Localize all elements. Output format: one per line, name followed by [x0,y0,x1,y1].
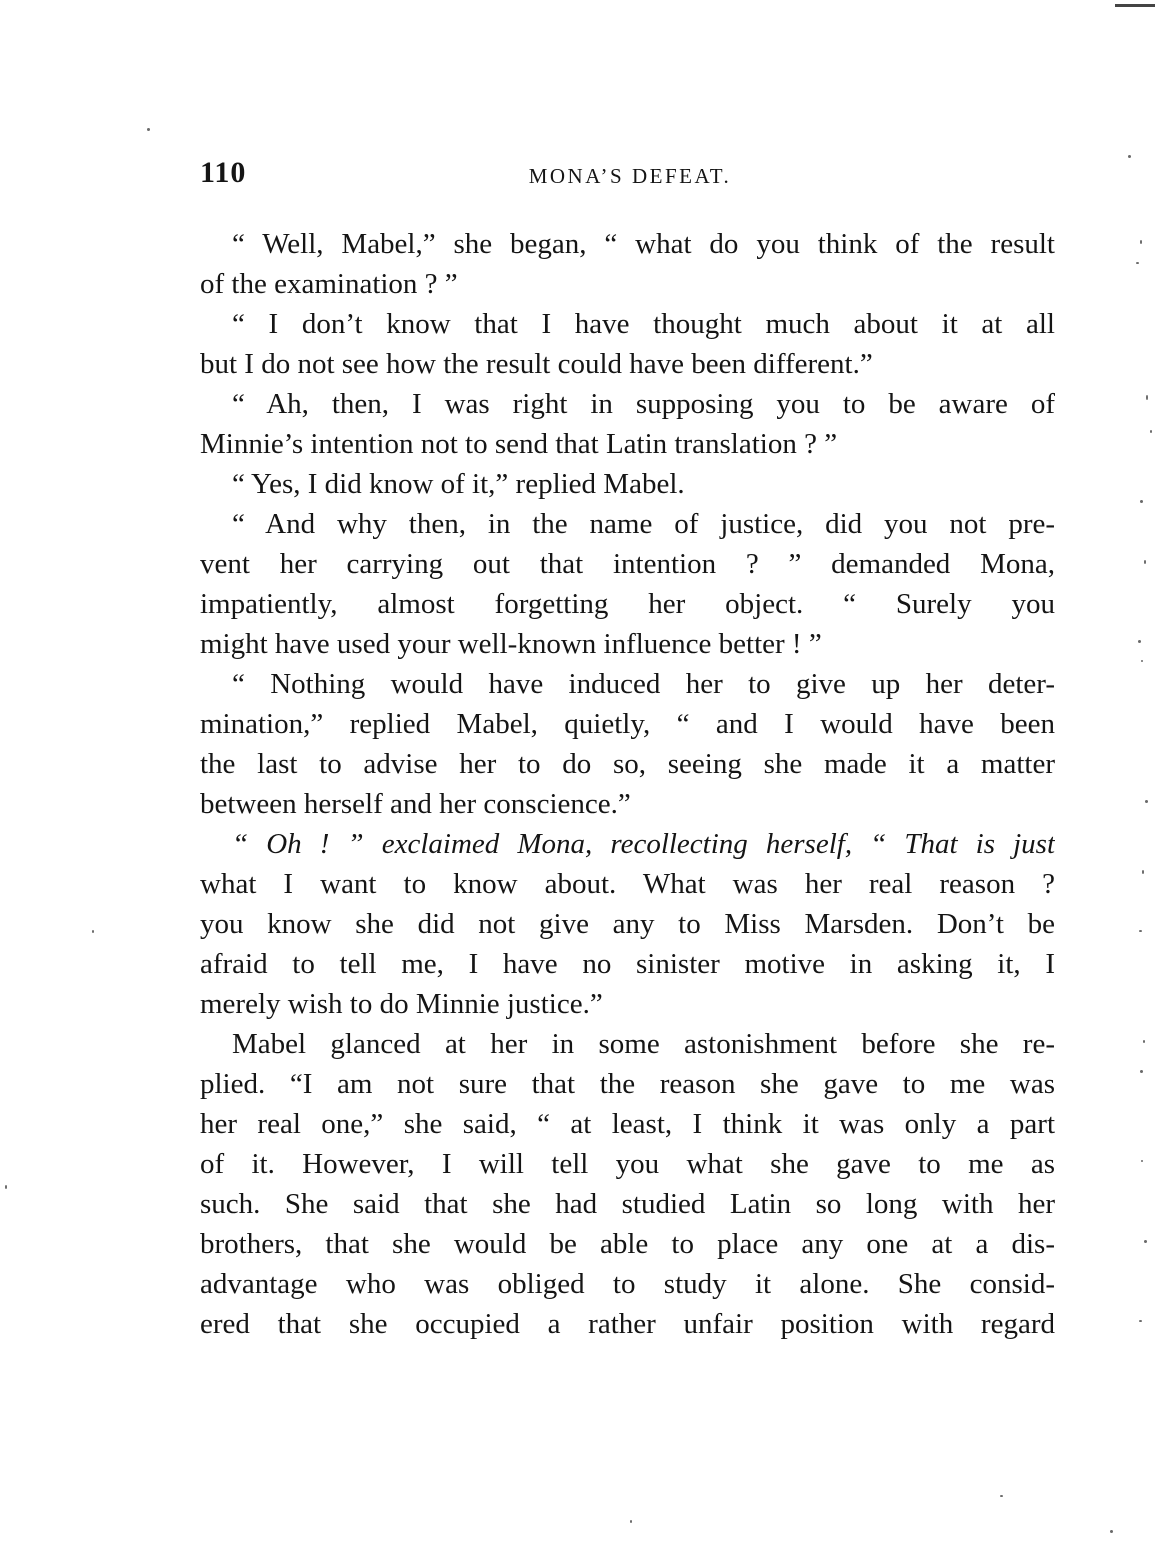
text-line: “ Well, Mabel,” she began, “ what do you think of the result [232,228,1055,260]
text-line: plied. “I am not sure that the reason she gave to me was [200,1068,1055,1100]
text-line: “ And why then, in the name of justice, did you not pre- [232,508,1055,540]
text-line: but I do not see how the result could have been different.” [200,348,873,380]
text-line: advantage who was obliged to study it alone. She consid- [200,1268,1055,1300]
text-line: her real one,” she said, “ at least, I think it was only a part [200,1108,1055,1140]
scan-speck [1150,430,1152,433]
scan-speck [1141,1160,1143,1162]
text-line: such. She said that she had studied Latin so long with her [200,1188,1055,1220]
text-line: the last to advise her to do so, seeing she made it a matter [200,748,1055,780]
scan-speck [1110,1530,1113,1533]
text-line: afraid to tell me, I have no sinister motive in asking it, I [200,948,1055,980]
scan-speck [1136,262,1139,264]
text-line: might have used your well-known influence better ! ” [200,628,822,660]
scan-speck [1139,1320,1142,1322]
text-line: of the examination ? ” [200,268,458,300]
text-line: Minnie’s intention not to send that Latin translation ? ” [200,428,838,460]
scan-speck [147,128,150,131]
text-line: “ I don’t know that I have thought much about it at all [232,308,1055,340]
scan-speck [1128,155,1131,158]
text-line: vent her carrying out that intention ? ” demanded Mona, [200,548,1055,580]
text-line: between herself and her conscience.” [200,788,631,820]
scan-speck [1145,800,1148,803]
scan-speck [92,930,94,933]
text-line: “ Ah, then, I was right in supposing you to be aware of [232,388,1055,420]
scan-speck [1144,560,1146,564]
body-text [200,224,1055,1344]
scan-speck [1142,870,1144,874]
scan-speck [1143,1040,1145,1043]
text-line: “ Oh ! ” exclaimed Mona, recollecting herself, “ That is just [232,828,1055,860]
scan-speck [1138,640,1141,643]
text-line: “ Nothing would have induced her to give up her deter- [232,668,1055,700]
scan-speck [1139,930,1142,932]
scan-speck [5,1185,7,1189]
scan-speck [1141,660,1143,662]
scan-edge-mark [1115,4,1155,7]
scan-speck [630,1520,632,1523]
text-line: brothers, that she would be able to place any one at a dis- [200,1228,1055,1260]
text-line: Mabel glanced at her in some astonishment before she re- [232,1028,1055,1060]
page-header [200,156,1060,196]
page-number: 110 [200,156,247,189]
text-line: “ Yes, I did know of it,” replied Mabel. [232,468,685,500]
scan-speck [1000,1495,1003,1497]
scan-speck [1146,395,1148,400]
scan-speck [1140,500,1143,503]
text-line: what I want to know about. What was her real reason ? [200,868,1055,900]
scan-speck [1140,1070,1143,1073]
text-line: mination,” replied Mabel, quietly, “ and I would have been [200,708,1055,740]
text-line: impatiently, almost forgetting her object. “ Surely you [200,588,1055,620]
text-line: of it. However, I will tell you what she gave to me as [200,1148,1055,1180]
text-line: ered that she occupied a rather unfair position with regard [200,1308,1055,1340]
text-line: merely wish to do Minnie justice.” [200,988,603,1020]
text-line: you know she did not give any to Miss Marsden. Don’t be [200,908,1055,940]
running-title: MONA’S DEFEAT. [528,164,732,188]
scan-speck [1140,240,1142,244]
scan-speck [1144,1240,1147,1243]
